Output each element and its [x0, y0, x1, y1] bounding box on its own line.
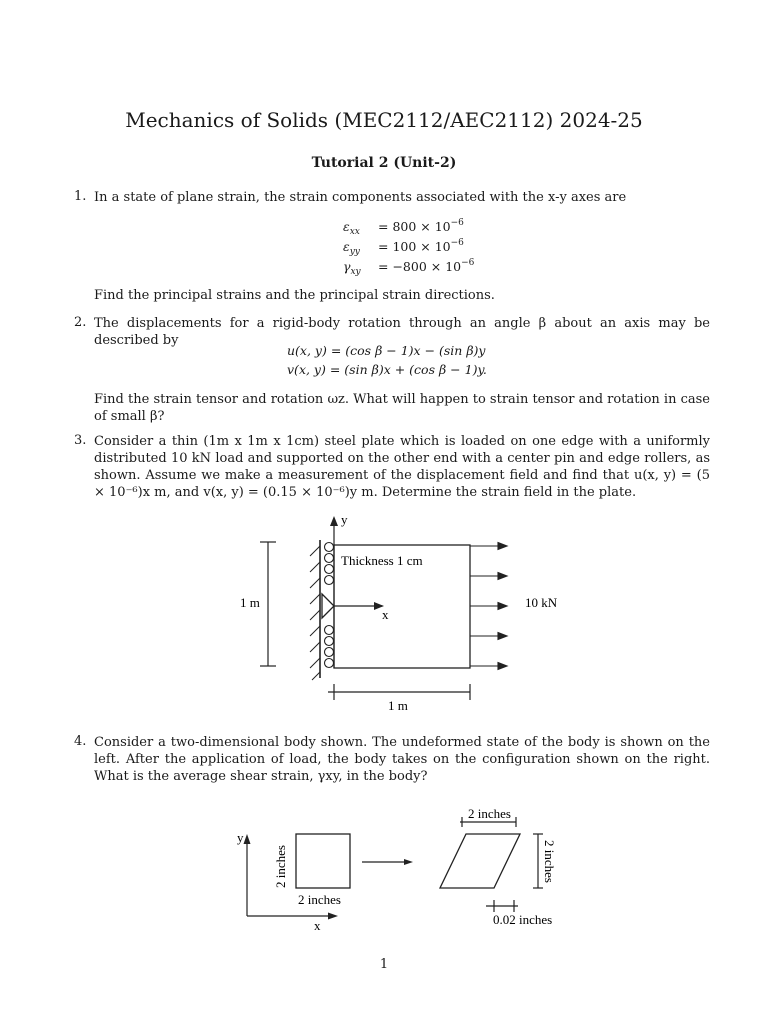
- left-width-label: 2 inches: [298, 892, 341, 907]
- strain-xy: [343, 259, 361, 277]
- strain-xx: [343, 219, 360, 237]
- deformed-parallelogram: [440, 834, 520, 888]
- pin-support: [322, 594, 334, 618]
- strain-xx-symbol: ε: [343, 219, 350, 234]
- plate-figure: [232, 512, 572, 718]
- strain-yy: [343, 239, 360, 257]
- q1-find: Find the principal strains and the principal strain directions.: [94, 288, 495, 303]
- strain-xy-symbol: γ: [343, 259, 351, 274]
- distributed-load-arrows: [470, 543, 507, 670]
- q2-number: 2.: [74, 315, 87, 330]
- width-label: 1 m: [388, 698, 408, 713]
- q2-text: The displacements for a rigid-body rotation through an angle β about an axis may be described by: [94, 316, 710, 348]
- page-title: Mechanics of Solids (MEC2112/AEC2112) 2024-25: [125, 108, 643, 132]
- q4-x-axis-label: x: [314, 918, 321, 933]
- q2-find: Find the strain tensor and rotation ωz. What will happen to strain tensor and rotation in case of small β?: [94, 392, 710, 424]
- strain-yy-symbol: ε: [343, 239, 350, 254]
- strain-xx-rhs: = $800 \times 10^{-6}$: [378, 218, 464, 234]
- x-axis-label: x: [382, 607, 389, 622]
- q2-eq-u: u(x, y) = (cos β − 1)x − (sin β)y: [287, 343, 486, 358]
- q4-text: Consider a two-dimensional body shown. The undeformed state of the body is shown on the left. After the application of load, the body takes on the configuration shown on the right. What is the average shear strain, γxy, in the body?: [94, 735, 710, 784]
- shear-figure: [232, 800, 572, 940]
- right-top-label: 2 inches: [468, 806, 511, 821]
- right-height-label: 2 inches: [542, 840, 557, 883]
- strain-xy-rhs: = $-800 \times 10^{-6}$: [378, 258, 475, 274]
- q1-text: In a state of plane strain, the strain components associated with the x-y axes are: [94, 190, 627, 205]
- undeformed-square: [296, 834, 350, 888]
- y-axis-label: y: [341, 512, 348, 527]
- page-number: 1: [379, 957, 389, 972]
- q3-number: 3.: [74, 433, 87, 448]
- thickness-label: Thickness 1 cm: [341, 553, 423, 568]
- load-label: 10 kN: [525, 595, 558, 610]
- q2-eq-v: v(x, y) = (sin β)x + (cos β − 1)y.: [287, 362, 487, 377]
- q3-text: Consider a thin (1m x 1m x 1cm) steel plate which is loaded on one edge with a uniformly distributed 10 kN load and supported on the other end with a center pin and edge rollers, as shown. Assume we make a measurement of the displacement field and find that u(x, y) = (5 × 10⁻⁶)x m, and v(x, y) = (0.15 × 10⁻⁶)y m. Determine the strain field in the plate.: [94, 434, 710, 500]
- height-label: 1 m: [240, 595, 260, 610]
- strain-yy-sub: yy: [349, 247, 360, 257]
- strain-xx-sub: xx: [349, 227, 360, 237]
- strain-xy-sub: xy: [350, 267, 361, 277]
- strain-yy-rhs: = $100 \times 10^{-6}$: [378, 238, 464, 254]
- q4-y-axis-label: y: [237, 830, 244, 845]
- offset-label: 0.02 inches: [493, 912, 553, 927]
- left-height-label: 2 inches: [273, 845, 288, 888]
- q1-number: 1.: [74, 189, 87, 204]
- q4-number: 4.: [74, 734, 87, 749]
- tutorial-subtitle: Tutorial 2 (Unit-2): [311, 155, 457, 171]
